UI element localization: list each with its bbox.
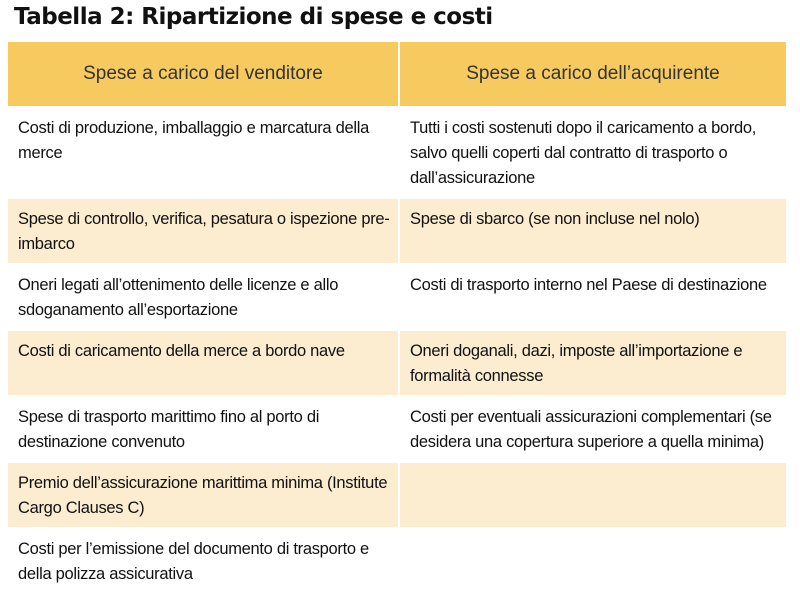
seller-cell: Spese di trasporto marittimo fino al porto di destinazione convenuto — [8, 396, 399, 462]
table-row — [8, 198, 786, 264]
table-row — [8, 264, 786, 330]
table-row — [8, 107, 786, 198]
header-seller: Spese a carico del venditore — [8, 42, 399, 107]
table-row — [8, 528, 786, 594]
buyer-cell: Tutti i costi sostenuti dopo il caricamento a bordo, salvo quelli coperti dal contratto di trasporto o dall’assicurazione — [399, 107, 786, 198]
buyer-cell: Oneri doganali, dazi, imposte all’importazione e formalità connesse — [399, 330, 786, 396]
seller-cell: Costi per l’emissione del documento di trasporto e della polizza assicurativa — [8, 528, 399, 594]
buyer-cell: Spese di sbarco (se non incluse nel nolo) — [399, 198, 786, 264]
buyer-cell — [399, 462, 786, 528]
table-row — [8, 462, 786, 528]
seller-cell: Oneri legati all’ottenimento delle licenze e allo sdoganamento all’esportazione — [8, 264, 399, 330]
table-row — [8, 396, 786, 462]
buyer-cell: Costi per eventuali assicurazioni complementari (se desidera una copertura superiore a quella minima) — [399, 396, 786, 462]
buyer-cell: Costi di trasporto interno nel Paese di destinazione — [399, 264, 786, 330]
table-header-row — [8, 42, 786, 107]
table-title: Tabella 2: Ripartizione di spese e costi — [14, 4, 493, 30]
header-buyer: Spese a carico dell’acquirente — [399, 42, 786, 107]
table-row — [8, 330, 786, 396]
seller-cell: Costi di produzione, imballaggio e marcatura della merce — [8, 107, 399, 198]
seller-cell: Spese di controllo, verifica, pesatura o ispezione pre-imbarco — [8, 198, 399, 264]
seller-cell: Premio dell’assicurazione marittima minima (Institute Cargo Clauses C) — [8, 462, 399, 528]
buyer-cell — [399, 528, 786, 594]
seller-cell: Costi di caricamento della merce a bordo nave — [8, 330, 399, 396]
costs-table — [8, 42, 786, 595]
